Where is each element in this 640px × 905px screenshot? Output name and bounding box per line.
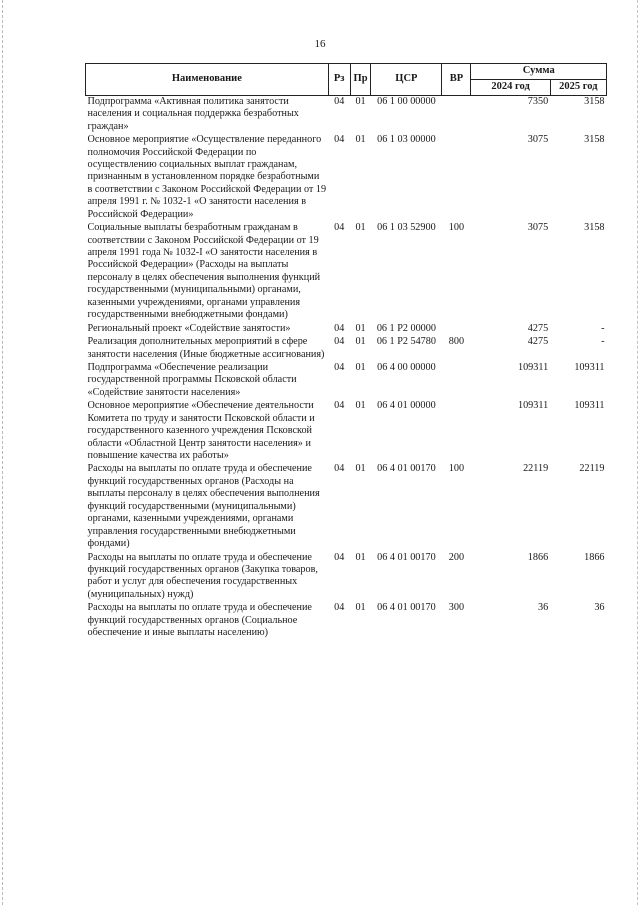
cell-y2025: 3158 [584, 95, 605, 107]
cell-vr: 100 [448, 463, 465, 475]
cell-y2024: 109311 [517, 400, 549, 412]
cell-y2025: 109311 [574, 361, 605, 373]
cell-pr: 01 [355, 551, 366, 563]
cell-vr [442, 400, 471, 463]
table-row [86, 95, 607, 134]
table-row [86, 463, 607, 551]
cell-csr: 06 4 01 00000 [377, 400, 436, 412]
cell-name: Основное мероприятие «Осуществление переданного полномочия Российской Федерации по осуществлению социальных выплат гражданам, признанным в установленном порядке безработными в соответствии с Законом Российской Федерации от 19 апреля 1991 г. № 1032-1 «О занятости населения в Российской Федерации» [87, 134, 327, 220]
cell-y2024: 1866 [527, 551, 549, 563]
table-body [86, 95, 607, 640]
cell-y2025: - [601, 322, 605, 334]
table-row [86, 400, 607, 463]
cell-name: Расходы на выплаты по оплате труда и обеспечение функций государственных органов (Социальное обеспечение и иные выплаты населению) [87, 602, 312, 639]
header-rz: Рз [328, 64, 350, 96]
cell-y2025: 1866 [584, 551, 605, 563]
cell-y2024: 3075 [527, 134, 549, 146]
cell-vr [442, 362, 471, 400]
cell-pr: 01 [355, 336, 366, 348]
cell-name: Расходы на выплаты по оплате труда и обеспечение функций государственных органов (Закупка товаров, работ и услуг для обеспечения государственных (муниципальных) нужд) [87, 551, 318, 600]
header-sum: Сумма [471, 64, 607, 80]
cell-rz: 04 [334, 463, 345, 475]
cell-y2025: 3158 [584, 222, 605, 234]
cell-rz: 04 [334, 134, 345, 146]
cell-vr: 800 [448, 336, 465, 348]
page-number: 16 [314, 38, 326, 50]
cell-csr: 06 1 03 52900 [377, 222, 436, 234]
cell-csr: 06 4 00 00000 [377, 361, 436, 373]
cell-name: Реализация дополнительных мероприятий в сфере занятости населения (Иные бюджетные ассигнования) [87, 336, 325, 360]
cell-y2024: 4275 [527, 336, 549, 348]
cell-rz: 04 [334, 336, 345, 348]
cell-vr [442, 323, 471, 336]
cell-vr: 200 [448, 551, 465, 563]
scan-edge-right [636, 0, 638, 905]
header-year-2025: 2025 год [550, 80, 606, 96]
cell-name: Социальные выплаты безработным гражданам в соответствии с Законом Российской Федерации от 19 апреля 1991 года № 1032-I «О занятости населения в Российской Федерации» (Расходы на выплаты персоналу в целях обеспечения выполнения функций государственными (муниципальными) органами, казенными учреждениями, органами управления государственными внебюджетными фондами) [87, 222, 321, 321]
header-pr: Пр [350, 64, 371, 96]
cell-rz: 04 [334, 400, 345, 412]
cell-name: Основное мероприятие «Обеспечение деятельности Комитета по труду и занятости Псковской области и государственного казенного учреждения Псковской области «Областной Центр занятости населения» и повышение качества их работы» [87, 400, 315, 462]
cell-name: Подпрограмма «Активная политика занятости населения и социальная поддержка безработных граждан» [87, 95, 299, 132]
cell-csr: 06 1 P2 54780 [376, 336, 436, 348]
table-row [86, 323, 607, 336]
cell-pr: 01 [355, 602, 366, 614]
cell-rz: 04 [334, 361, 345, 373]
cell-rz: 04 [334, 222, 345, 234]
cell-name: Подпрограмма «Обеспечение реализации государственной программы Псковской области «Содействие занятости населения» [87, 361, 297, 398]
cell-csr: 06 4 01 00170 [377, 463, 436, 475]
cell-name: Региональный проект «Содействие занятости» [87, 322, 291, 334]
header-csr: ЦСР [371, 64, 442, 96]
cell-rz: 04 [334, 602, 345, 614]
cell-pr: 01 [355, 361, 366, 373]
cell-y2024: 4275 [527, 322, 549, 334]
cell-csr: 06 4 01 00170 [377, 602, 436, 614]
cell-y2025: 3158 [584, 134, 605, 146]
cell-csr: 06 4 01 00170 [377, 551, 436, 563]
scan-edge-left [2, 0, 4, 905]
table-row [86, 552, 607, 603]
cell-y2025: 109311 [574, 400, 605, 412]
cell-y2024: 36 [537, 602, 549, 614]
cell-csr: 06 1 00 00000 [377, 95, 436, 107]
table-row [86, 336, 607, 362]
cell-vr: 100 [448, 222, 465, 234]
cell-vr [442, 95, 471, 134]
cell-pr: 01 [355, 400, 366, 412]
table-row [86, 222, 607, 323]
table-header [86, 64, 607, 96]
cell-pr: 01 [355, 322, 366, 334]
table-row [86, 362, 607, 400]
cell-pr: 01 [355, 222, 366, 234]
cell-pr: 01 [355, 95, 366, 107]
cell-csr: 06 1 P2 00000 [376, 322, 436, 334]
cell-pr: 01 [355, 134, 366, 146]
cell-y2024: 7350 [527, 95, 549, 107]
cell-rz: 04 [334, 95, 345, 107]
table-row [86, 134, 607, 222]
cell-y2024: 22119 [523, 463, 549, 475]
cell-y2025: 22119 [579, 463, 605, 475]
cell-vr [442, 134, 471, 222]
cell-rz: 04 [334, 551, 345, 563]
cell-name: Расходы на выплаты по оплате труда и обеспечение функций государственных органов (Расходы на выплаты персоналу в целях обеспечения выполнения функций государственными (муниципальными) органами, казенными учреждениями, органами управления государственными внебюджетными фондами) [87, 463, 320, 550]
header-name: Наименование [86, 64, 329, 96]
cell-y2025: - [601, 336, 605, 348]
cell-y2025: 36 [594, 602, 605, 614]
cell-y2024: 109311 [517, 361, 549, 373]
header-vr: ВР [442, 64, 471, 96]
table-row [86, 602, 607, 640]
cell-y2024: 3075 [527, 222, 549, 234]
header-year-2024: 2024 год [471, 80, 550, 96]
cell-rz: 04 [334, 322, 345, 334]
cell-vr: 300 [448, 602, 465, 614]
cell-csr: 06 1 03 00000 [377, 134, 436, 146]
cell-pr: 01 [355, 463, 366, 475]
budget-table [85, 63, 607, 641]
